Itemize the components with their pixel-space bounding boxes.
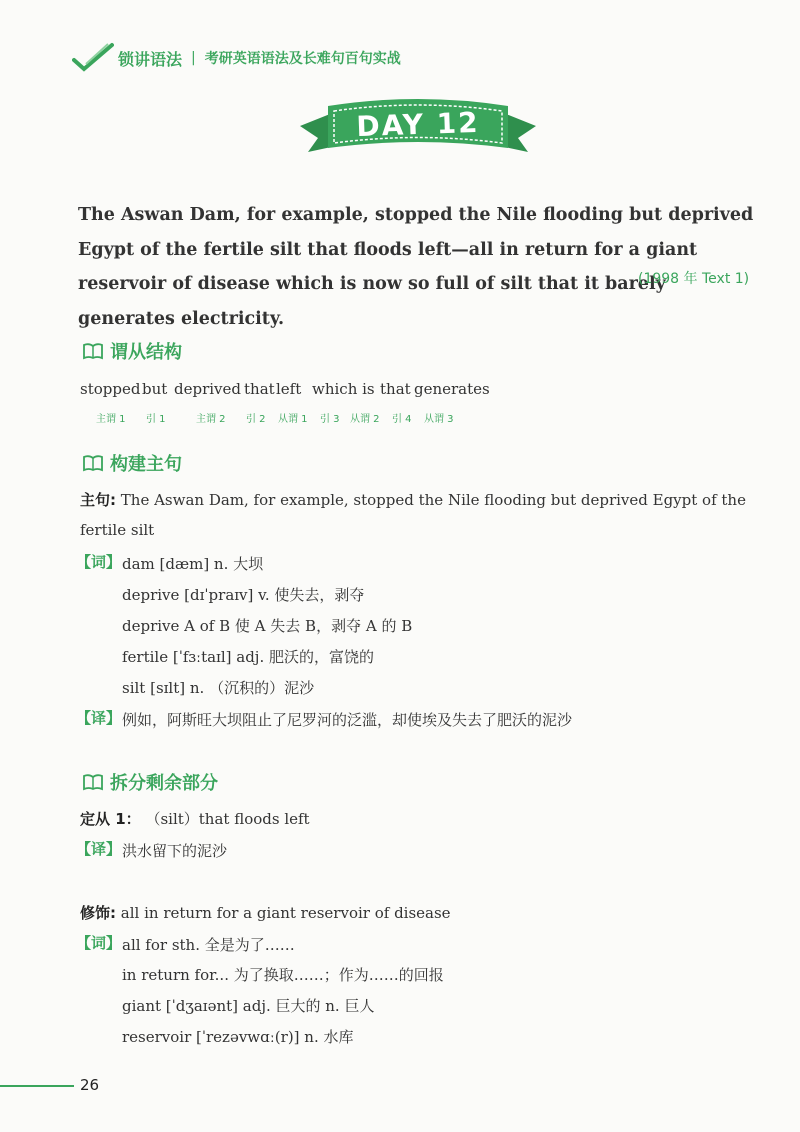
predicate-tag: 主谓 1 <box>96 414 126 425</box>
vocab-item: reservoir [ˈrezəvwɑː(r)] n. 水库 <box>122 1028 354 1046</box>
predicate-tag: 从谓 2 <box>350 414 380 425</box>
predicate-tag: 引 4 <box>392 414 412 425</box>
main-clause-text: The Aswan Dam, for example, stopped the Nile flooding but deprived Egypt of the <box>120 491 746 509</box>
translation-text: 例如，阿斯旺大坝阻止了尼罗河的泛滥，却使埃及失去了肥沃的泥沙 <box>122 711 573 729</box>
predicate-tag: 从谓 3 <box>424 414 454 425</box>
vocab-item: silt [sɪlt] n. （沉积的）泥沙 <box>122 679 315 697</box>
predicate-tag: 主谓 2 <box>196 414 226 425</box>
vocab-item: giant [ˈdʒaɪənt] adj. 巨大的 n. 巨人 <box>122 997 375 1015</box>
predicate-words <box>80 380 580 400</box>
source-citation: (1998 年 Text 1) <box>638 271 750 287</box>
main-clause-line2: fertile silt <box>80 521 155 539</box>
vocab-tag: 【词】 <box>76 934 122 952</box>
modifier-line <box>80 902 451 923</box>
vocab-item: fertile [ˈfɜːtaɪl] adj. 肥沃的，富饶的 <box>122 648 374 666</box>
section-heading-main-clause <box>82 450 182 476</box>
page-number: 26 <box>80 1076 100 1094</box>
section-heading-predicates <box>82 338 182 364</box>
predicate-word: deprived <box>174 380 242 398</box>
relative-clause-label: 定从 1： <box>80 810 141 828</box>
vocab-item: deprive [dɪˈpraɪv] v. 使失去，剥夺 <box>122 586 365 604</box>
day-label: DAY 12 <box>355 105 481 144</box>
predicate-word: generates <box>414 380 490 398</box>
running-header <box>72 38 401 78</box>
predicate-tag: 引 1 <box>146 414 166 425</box>
heading-text: 构建主句 <box>110 454 182 475</box>
predicate-tags <box>96 410 516 424</box>
open-book-icon <box>82 773 104 791</box>
open-book-icon <box>82 454 104 472</box>
header-brand: 锁讲语法 <box>118 49 183 69</box>
main-clause-line1 <box>80 489 746 510</box>
source-sentence: The Aswan Dam, for example, stopped the Nile flooding but deprived Egypt of the fertile silt that floods left—all in return for a giant reservoir of disease which is now so full of silt that it barely generates electricity. <box>78 205 754 329</box>
header-subtitle: 考研英语语法及长难句百句实战 <box>204 51 401 67</box>
heading-text: 谓从结构 <box>110 342 182 363</box>
translation-tag: 【译】 <box>76 840 122 858</box>
predicate-word: that <box>244 380 275 398</box>
section-heading-remainder <box>82 769 218 795</box>
modifier-label: 修饰: <box>80 904 116 922</box>
vocab-item: deprive A of B 使 A 失去 B，剥夺 A 的 B <box>122 617 413 635</box>
pen-check-icon <box>72 42 114 74</box>
relative-clause-text: （silt）that floods left <box>145 810 310 828</box>
translation-text: 洪水留下的泥沙 <box>122 842 228 860</box>
predicate-tag: 从谓 1 <box>278 414 308 425</box>
predicate-word: left <box>276 380 302 398</box>
predicate-word: stopped <box>80 380 141 398</box>
footer-rule <box>0 1085 74 1087</box>
open-book-icon <box>82 342 104 360</box>
vocab-tag: 【词】 <box>76 553 122 571</box>
vocab-item: all for sth. 全是为了…… <box>122 936 295 954</box>
translation-tag: 【译】 <box>76 709 122 727</box>
header-separator: | <box>191 50 196 66</box>
predicate-tag: 引 2 <box>246 414 266 425</box>
relative-clause-1 <box>80 808 310 829</box>
vocab-item: in return for... 为了换取……；作为……的回报 <box>122 966 444 984</box>
heading-text: 拆分剩余部分 <box>110 773 218 794</box>
predicate-word: that <box>380 380 411 398</box>
predicate-word: but <box>142 380 168 398</box>
modifier-text: all in return for a giant reservoir of disease <box>120 904 451 922</box>
predicate-tag: 引 3 <box>320 414 340 425</box>
predicate-word: which is <box>312 380 375 398</box>
main-clause-label: 主句: <box>80 491 116 509</box>
vocab-item: dam [dæm] n. 大坝 <box>122 555 264 573</box>
